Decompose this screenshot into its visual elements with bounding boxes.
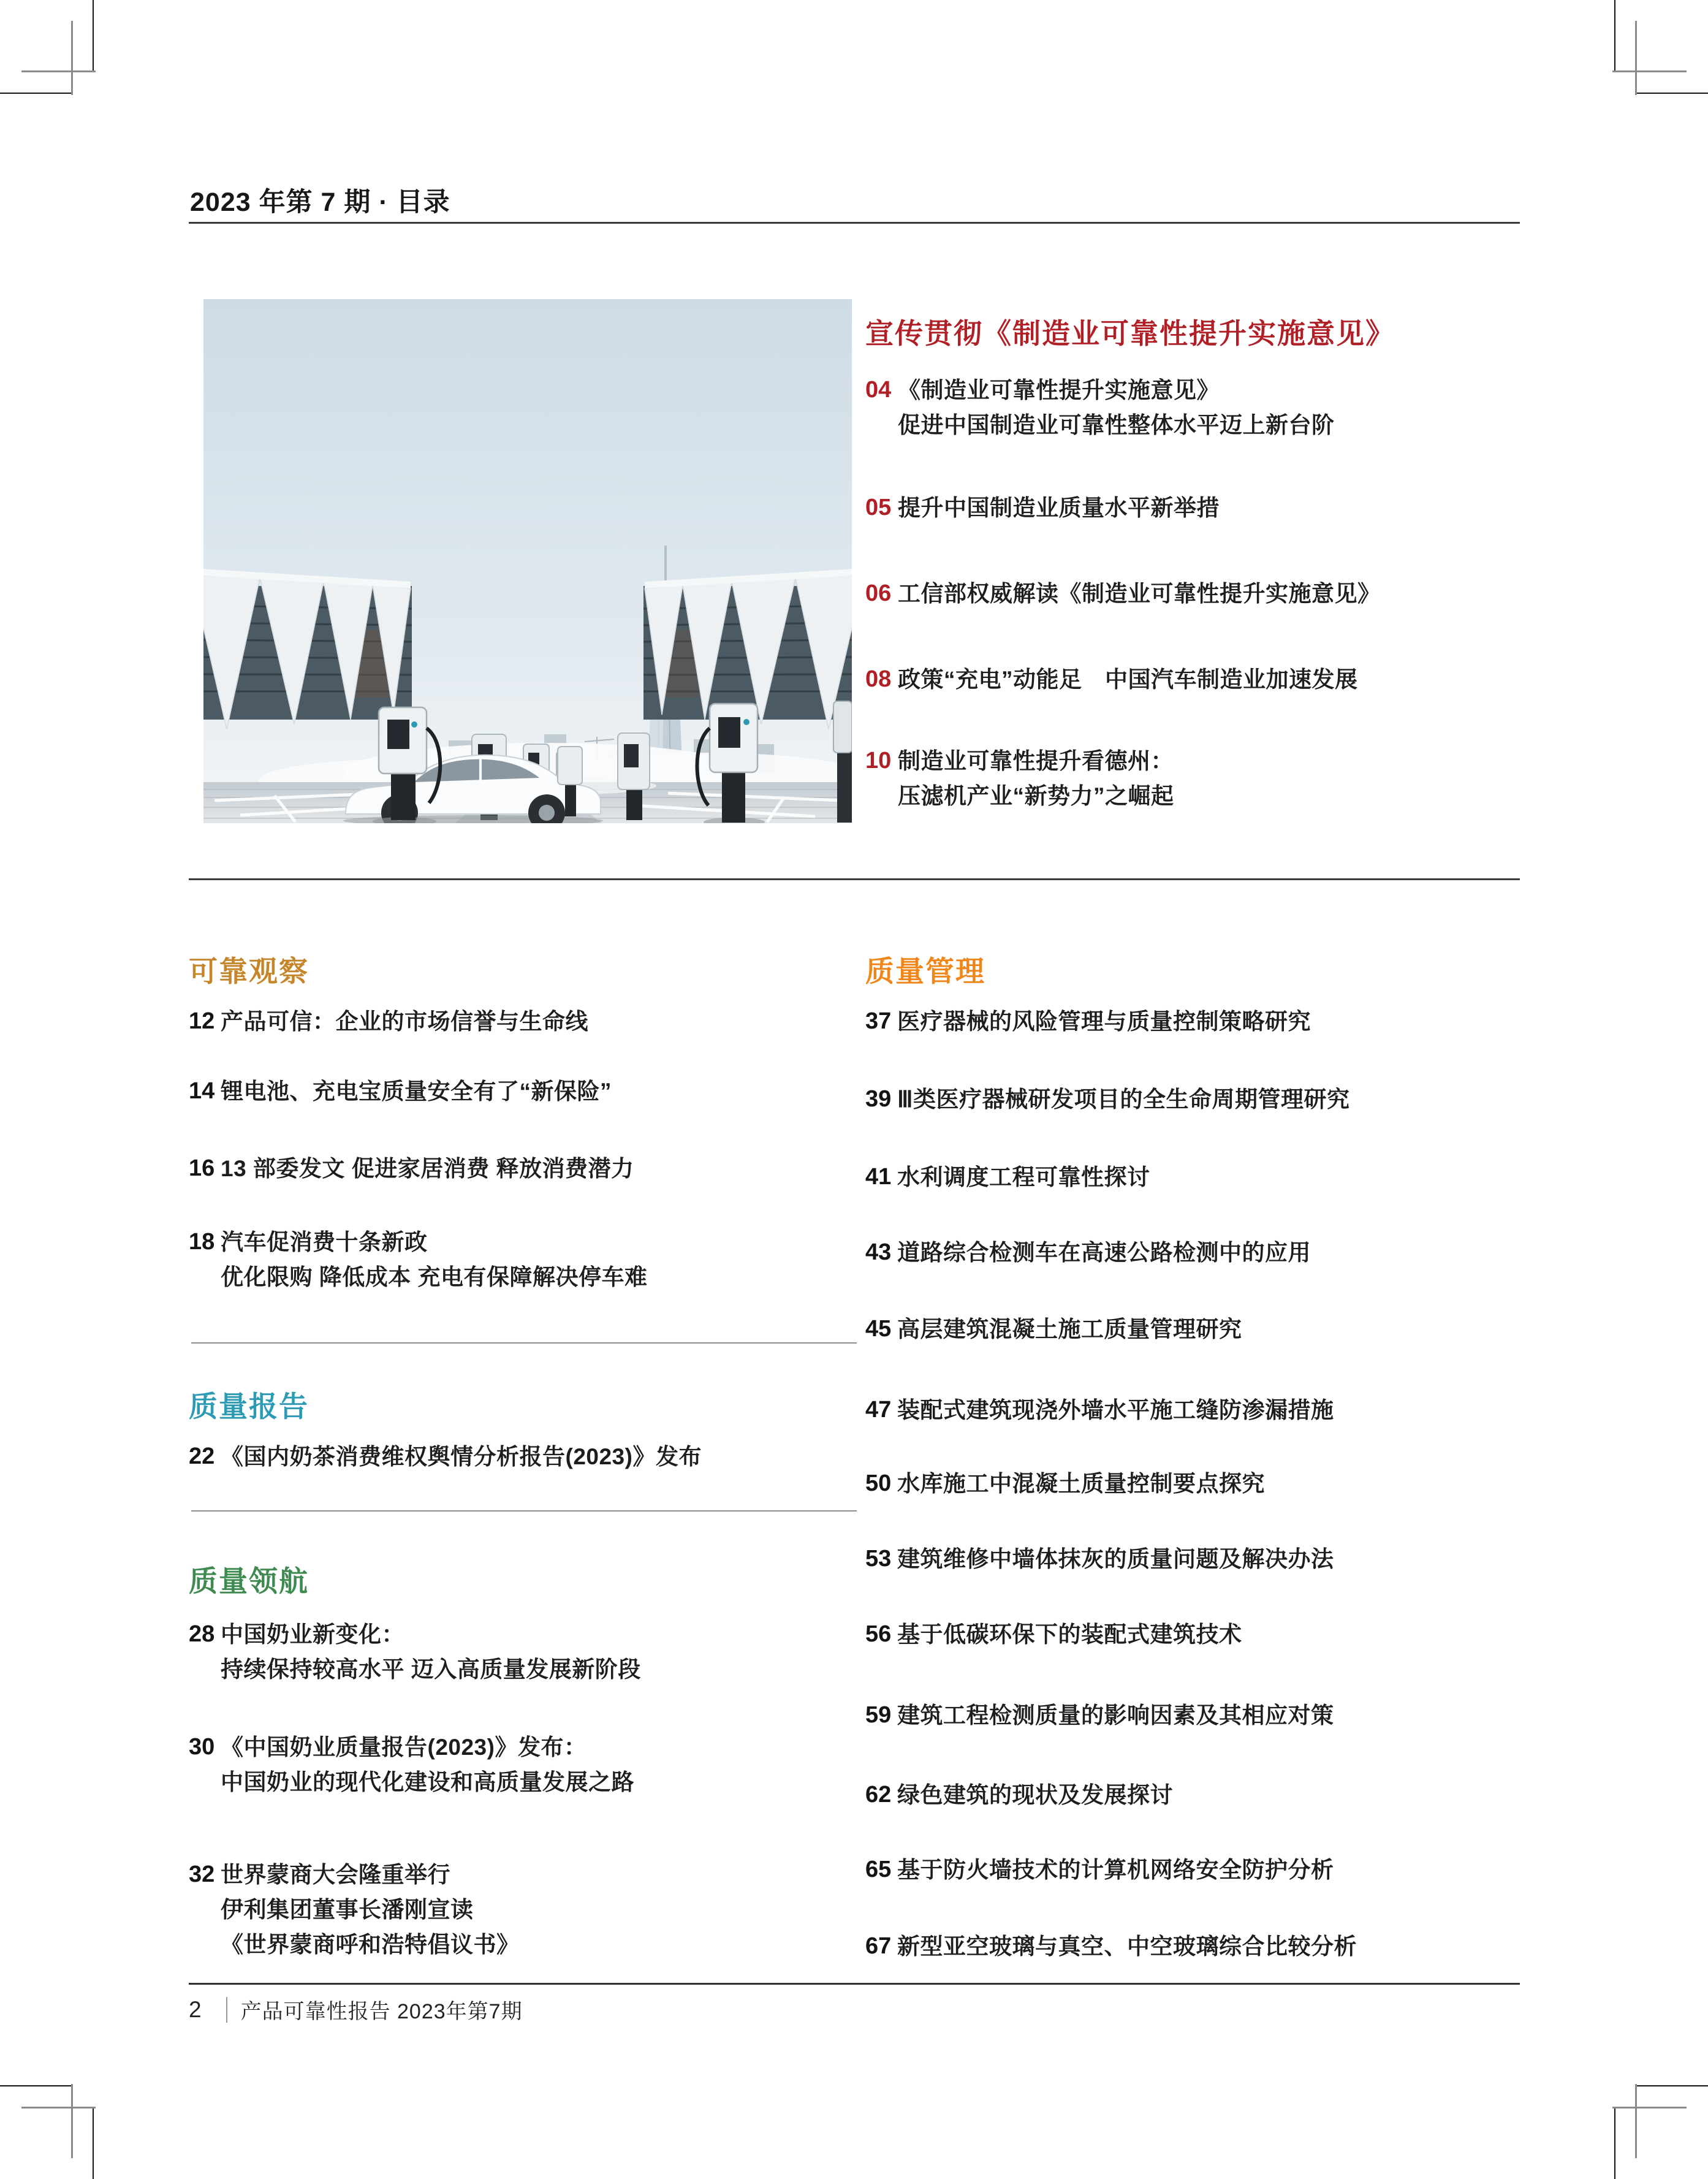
toc-item-line: 制造业可靠性提升看德州： — [898, 748, 1174, 774]
page-number: 18 — [189, 1229, 215, 1255]
page-number: 53 — [865, 1546, 892, 1572]
toc-item — [865, 1082, 1524, 1117]
toc-item — [865, 373, 1524, 443]
toc-item-line: 高层建筑混凝土施工质量管理研究 — [897, 1317, 1242, 1342]
crop-mark-bottom-right — [1612, 2083, 1708, 2179]
section-title-observe: 可靠观察 — [189, 955, 309, 987]
page-number: 14 — [189, 1078, 215, 1104]
toc-item-line: 《制造业可靠性提升实施意见》 — [898, 378, 1220, 403]
toc-item — [865, 1617, 1524, 1652]
toc-item — [189, 1151, 863, 1186]
page-number: 06 — [865, 580, 892, 606]
toc-item-line: 建筑维修中墙体抹灰的质量问题及解决办法 — [897, 1546, 1334, 1572]
page-number: 65 — [865, 1857, 892, 1882]
toc-item — [865, 1466, 1524, 1501]
footer-rule — [189, 1983, 1520, 1985]
page-number: 05 — [865, 495, 892, 520]
toc-item-line: 世界蒙商大会隆重举行 — [221, 1862, 450, 1887]
toc-item — [865, 1542, 1524, 1576]
toc-item-line: 《世界蒙商呼和浩特倡议书》 — [221, 1932, 520, 1957]
toc-item — [865, 1698, 1524, 1733]
toc-item-line: 医疗器械的风险管理与质量控制策略研究 — [897, 1009, 1311, 1034]
footer — [189, 1995, 523, 2025]
page-number: 39 — [865, 1086, 892, 1112]
page-number: 16 — [189, 1155, 215, 1181]
page-number: 50 — [865, 1470, 892, 1496]
toc-item-line: 新型亚空玻璃与真空、中空玻璃综合比较分析 — [897, 1934, 1357, 1959]
toc-item — [865, 1235, 1524, 1270]
toc-item — [189, 1004, 863, 1039]
toc-item — [865, 1778, 1524, 1812]
toc-item-line: 《国内奶茶消费维权舆情分析报告(2023)》发布 — [221, 1444, 702, 1469]
toc-item-line: 水利调度工程可靠性探讨 — [897, 1165, 1150, 1190]
toc-item-line: 持续保持较高水平 迈入高质量发展新阶段 — [221, 1657, 641, 1682]
page-number: 41 — [865, 1164, 892, 1190]
crop-mark-top-left — [0, 0, 96, 96]
toc-item-line: 伊利集团董事长潘刚宣读 — [221, 1897, 474, 1922]
page-number: 62 — [865, 1782, 892, 1808]
toc-item-line: 《中国奶业质量报告(2023)》发布： — [221, 1735, 587, 1760]
page-number: 59 — [865, 1702, 892, 1728]
section-title-report: 质量报告 — [189, 1390, 309, 1423]
header-rule — [189, 222, 1520, 224]
footer-page-number: 2 — [189, 1996, 202, 2022]
toc-item-line: 优化限购 降低成本 充电有保障解决停车难 — [221, 1264, 648, 1290]
page-number: 08 — [865, 666, 892, 692]
footer-journal-title: 产品可靠性报告 2023年第7期 — [240, 2000, 523, 2023]
toc-item — [189, 1074, 863, 1109]
toc-item — [865, 1004, 1524, 1039]
toc-item-line: 装配式建筑现浇外墙水平施工缝防渗漏措施 — [897, 1398, 1334, 1423]
page-number: 10 — [865, 748, 892, 774]
toc-item — [865, 1393, 1524, 1428]
toc-item — [865, 576, 1524, 611]
section-title-feature: 宣传贯彻《制造业可靠性提升实施意见》 — [865, 318, 1395, 349]
toc-item-line: 基于防火墙技术的计算机网络安全防护分析 — [897, 1857, 1334, 1882]
toc-item — [865, 1160, 1524, 1195]
page-number: 43 — [865, 1239, 892, 1265]
toc-item-line: 13 部委发文 促进家居消费 释放消费潜力 — [221, 1156, 634, 1181]
toc-item — [865, 1312, 1524, 1347]
toc-item-line: 基于低碳环保下的装配式建筑技术 — [897, 1622, 1242, 1647]
section-title-manage: 质量管理 — [865, 955, 985, 987]
crop-mark-top-right — [1612, 0, 1708, 96]
toc-item — [189, 1439, 863, 1474]
toc-item-line: 中国奶业新变化： — [221, 1622, 404, 1647]
toc-item — [865, 1929, 1524, 1964]
page-title: 2023 年第 7 期 · 目录 — [190, 188, 450, 217]
page-number: 45 — [865, 1316, 892, 1342]
page-number: 67 — [865, 1933, 892, 1959]
footer-separator — [226, 1997, 227, 2023]
page-number: 56 — [865, 1621, 892, 1647]
toc-item — [189, 1617, 863, 1687]
toc-item — [865, 743, 1524, 813]
page-number: 12 — [189, 1008, 215, 1034]
toc-item-line: 中国奶业的现代化建设和高质量发展之路 — [221, 1770, 634, 1795]
toc-item-line: 水库施工中混凝土质量控制要点探究 — [897, 1471, 1265, 1496]
page-number: 28 — [189, 1621, 215, 1647]
toc-item-line: 工信部权威解读《制造业可靠性提升实施意见》 — [898, 581, 1381, 606]
toc-item — [189, 1225, 863, 1295]
page-number: 47 — [865, 1397, 892, 1423]
toc-item-line: 汽车促消费十条新政 — [221, 1230, 428, 1255]
page-number: 32 — [189, 1861, 215, 1887]
toc-item — [189, 1857, 863, 1962]
toc-item-line: 建筑工程检测质量的影响因素及其相应对策 — [897, 1703, 1334, 1728]
toc-item-line: 锂电池、充电宝质量安全有了“新保险” — [221, 1079, 612, 1104]
toc-item-line: 道路综合检测车在高速公路检测中的应用 — [897, 1240, 1311, 1265]
toc-item-line: 产品可信：企业的市场信誉与生命线 — [221, 1009, 588, 1034]
page-number: 30 — [189, 1734, 215, 1760]
toc-item-line: 绿色建筑的现状及发展探讨 — [897, 1782, 1173, 1808]
page-number: 37 — [865, 1008, 892, 1034]
toc-item — [189, 1730, 863, 1800]
toc-item — [865, 662, 1524, 697]
toc-item-line: 压滤机产业“新势力”之崛起 — [898, 783, 1174, 808]
cover-photo — [203, 299, 852, 823]
section-title-pilot: 质量领航 — [189, 1565, 309, 1597]
page-number: 04 — [865, 377, 892, 403]
toc-item-line: 政策“充电”动能足 中国汽车制造业加速发展 — [898, 667, 1358, 692]
column-divider — [191, 1342, 857, 1344]
ev-charging-photo-illustration — [203, 299, 852, 823]
toc-item-line: Ⅲ类医疗器械研发项目的全生命周期管理研究 — [897, 1087, 1350, 1112]
toc-item — [865, 490, 1524, 525]
column-divider — [191, 1510, 857, 1512]
crop-mark-bottom-left — [0, 2083, 96, 2179]
toc-item-line: 提升中国制造业质量水平新举措 — [898, 495, 1220, 520]
toc-item — [865, 1852, 1524, 1887]
toc-item-line: 促进中国制造业可靠性整体水平迈上新台阶 — [898, 413, 1335, 438]
page-number: 22 — [189, 1443, 215, 1469]
left-structure — [203, 568, 412, 729]
mid-divider — [189, 878, 1520, 880]
